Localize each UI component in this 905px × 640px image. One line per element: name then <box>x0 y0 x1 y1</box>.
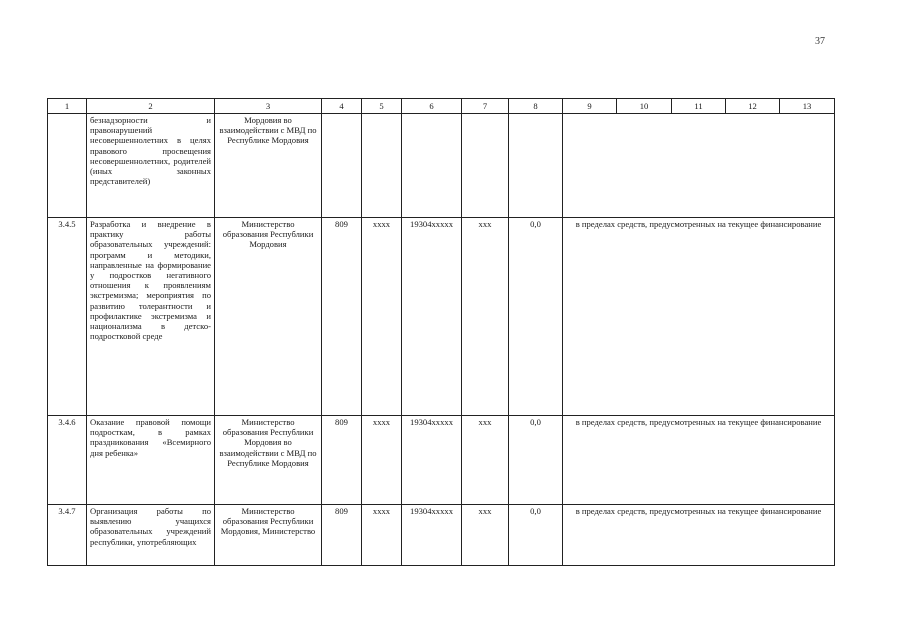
column-header: 11 <box>672 99 726 114</box>
target-article-cell <box>402 114 462 218</box>
budget-code-cell: 809 <box>322 416 362 505</box>
financing-cell: в пределах средств, предусмотренных на текущее финансирование <box>563 416 835 505</box>
expense-type-cell <box>462 114 509 218</box>
target-article-cell: 19304ххххх <box>402 218 462 416</box>
column-header: 4 <box>322 99 362 114</box>
column-header: 10 <box>617 99 672 114</box>
column-header: 2 <box>87 99 215 114</box>
executor-cell: Мордовия во взаимодействии с МВД по Республике Мордовия <box>215 114 322 218</box>
budget-code-cell: 809 <box>322 505 362 566</box>
financing-cell: в пределах средств, предусмотренных на текущее финансирование <box>563 218 835 416</box>
column-header: 13 <box>780 99 835 114</box>
column-header: 12 <box>726 99 780 114</box>
measure-description: Оказание правовой помощи подросткам, в рамках праздникования «Всемирного дня ребенка» <box>87 416 215 505</box>
row-number <box>48 114 87 218</box>
financing-cell: в пределах средств, предусмотренных на текущее финансирование <box>563 505 835 566</box>
column-header: 8 <box>509 99 563 114</box>
column-header: 7 <box>462 99 509 114</box>
budget-code-cell <box>322 114 362 218</box>
executor-cell: Министерство образования Республики Мордовия <box>215 218 322 416</box>
row-number: 3.4.6 <box>48 416 87 505</box>
program-table <box>47 98 835 566</box>
column-header: 1 <box>48 99 87 114</box>
expense-type-cell: ххх <box>462 416 509 505</box>
table-row <box>48 218 835 416</box>
column-header: 9 <box>563 99 617 114</box>
expense-type-cell: ххх <box>462 505 509 566</box>
executor-cell: Министерство образования Республики Мордовия во взаимодействии с МВД по Республике Мордовия <box>215 416 322 505</box>
measure-description: Организация работы по выявлению учащихся образовательных учреждений республики, употребляющих <box>87 505 215 566</box>
measure-description: безнадзорности и правонарушений несовершеннолетних в целях правового просвещения несовершеннолетних, родителей (иных законных представителей) <box>87 114 215 218</box>
budget-code-cell: 809 <box>322 218 362 416</box>
row-number: 3.4.5 <box>48 218 87 416</box>
section-code-cell: хххх <box>362 218 402 416</box>
column-header: 6 <box>402 99 462 114</box>
measure-description: Разработка и внедрение в практику работы образовательных учреждений: программ и методики, направленные на формирование у подростков негативного отношения к проявлениям экстремизма; мероприятия по развитию толерантности и профилактике экстремизма и национализма в детско-подростковой среде <box>87 218 215 416</box>
amount-cell: 0,0 <box>509 505 563 566</box>
header-row <box>48 99 835 114</box>
expense-type-cell: ххх <box>462 218 509 416</box>
page-number: 37 <box>815 36 825 47</box>
executor-cell: Министерство образования Республики Мордовия, Министерство <box>215 505 322 566</box>
amount-cell <box>509 114 563 218</box>
row-number: 3.4.7 <box>48 505 87 566</box>
target-article-cell: 19304ххххх <box>402 505 462 566</box>
section-code-cell <box>362 114 402 218</box>
column-header: 3 <box>215 99 322 114</box>
table-row <box>48 416 835 505</box>
column-header: 5 <box>362 99 402 114</box>
amount-cell: 0,0 <box>509 416 563 505</box>
target-article-cell: 19304ххххх <box>402 416 462 505</box>
table-row <box>48 505 835 566</box>
financing-cell <box>563 114 835 218</box>
amount-cell: 0,0 <box>509 218 563 416</box>
section-code-cell: хххх <box>362 505 402 566</box>
section-code-cell: хххх <box>362 416 402 505</box>
table-row <box>48 114 835 218</box>
